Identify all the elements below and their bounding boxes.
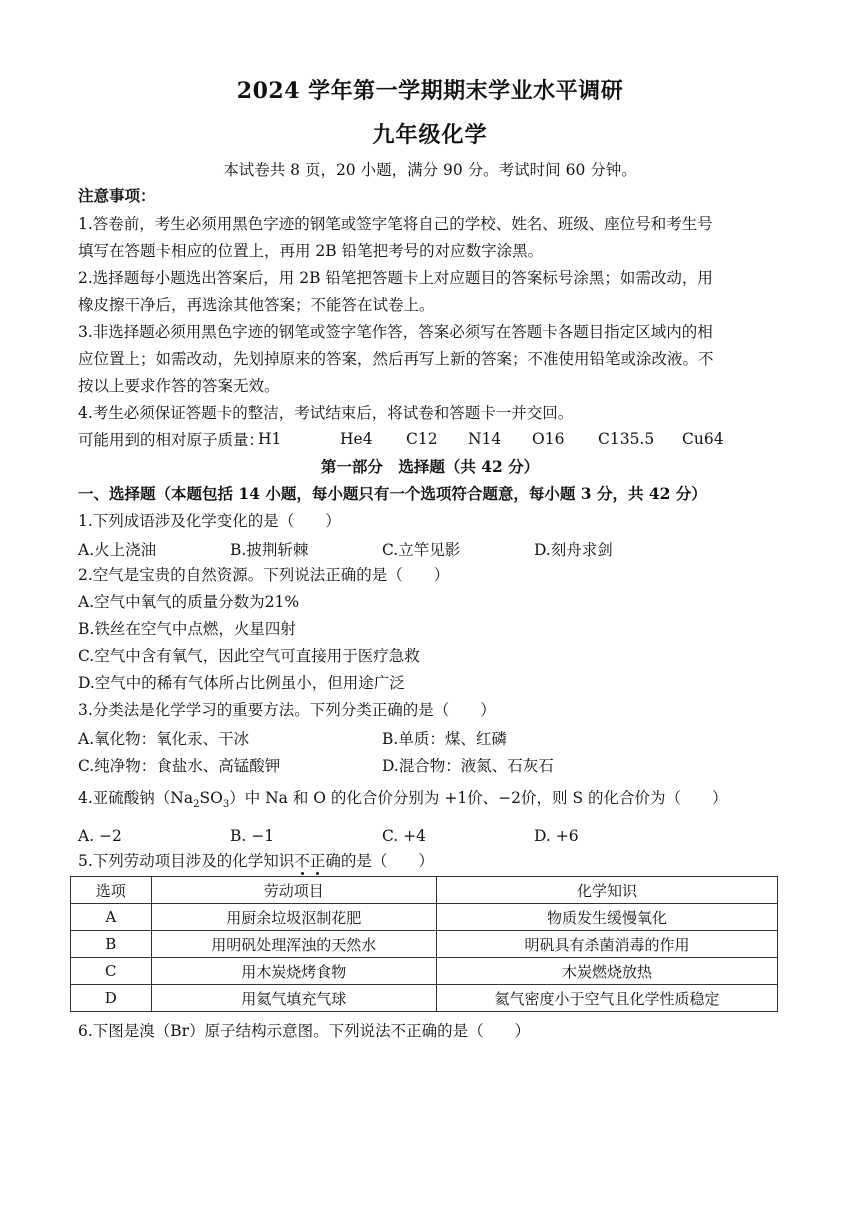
q5-stem-start: 5.下列劳动项目涉及的化学知识 <box>78 852 295 870</box>
note-2-line-2: 橡皮擦干净后，再选涂其他答案；不能答在试卷上。 <box>78 296 435 314</box>
table-header-labor: 劳动项目 <box>151 877 436 904</box>
q2-option-b: B.铁丝在空气中点燃，火星四射 <box>78 620 296 638</box>
q1-option-c: C.立竿见影 <box>382 541 461 559</box>
atomic-masses-line <box>78 430 264 450</box>
q2-option-d: D.空气中的稀有气体所占比例虽小，但用途广泛 <box>78 674 405 692</box>
table-cell: 明矾具有杀菌消毒的作用 <box>436 931 777 958</box>
note-3-line-1: 3.非选择题必须用黑色字迹的钢笔或签字笔作答，答案必须写在答题卡各题目指定区域内的相 <box>78 323 713 341</box>
table-cell: 用明矾处理浑浊的天然水 <box>151 931 436 958</box>
table-header-row <box>71 877 778 904</box>
table-cell: A <box>71 904 152 931</box>
part1-heading: 第一部分 选择题（共 42 分） <box>320 457 540 476</box>
q3-option-d: D.混合物：液氮、石灰石 <box>382 757 554 775</box>
note-3-line-2: 应位置上；如需改动，先划掉原来的答案，然后再写上新的答案；不准使用铅笔或涂改液。不 <box>78 350 714 368</box>
atomic-mass-cu: Cu64 <box>682 430 724 448</box>
note-1-line-2: 填写在答题卡相应的位置上，再用 2B 铅笔把考号的对应数字涂黑。 <box>78 242 544 260</box>
note-2-line-1: 2.选择题每小题选出答案后，用 2B 铅笔把答题卡上对应题目的答案标号涂黑；如需改动，用 <box>78 269 713 287</box>
table-cell: 用厨余垃圾沤制花肥 <box>151 904 436 931</box>
q4-option-d: D. +6 <box>534 827 579 845</box>
q3-option-c: C.纯净物：食盐水、高锰酸钾 <box>78 757 281 775</box>
table-row <box>71 931 778 958</box>
section1-heading: 一、选择题（本题包括 14 小题，每小题只有一个选项符合题意，每小题 3 分，共 42 分） <box>78 484 707 503</box>
table-row <box>71 958 778 985</box>
exam-subtitle: 九年级化学 <box>372 122 488 148</box>
atomic-mass-o: O16 <box>532 430 565 448</box>
note-4: 4.考生必须保证答题卡的整洁，考试结束后，将试卷和答题卡一并交回。 <box>78 404 574 422</box>
table-cell: 氦气密度小于空气且化学性质稳定 <box>436 985 777 1012</box>
table-cell: 用氦气填充气球 <box>151 985 436 1012</box>
exam-info: 本试卷共 8 页，20 小题，满分 90 分。考试时间 60 分钟。 <box>223 161 637 179</box>
note-3-line-3: 按以上要求作答的答案无效。 <box>78 377 280 395</box>
formula-na: Na <box>170 789 194 807</box>
q5-emphasis-zheng: 正 <box>309 852 326 870</box>
formula-sub-3: 3 <box>222 799 230 811</box>
atomic-mass-h: H1 <box>258 430 282 448</box>
q2-option-c: C.空气中含有氧气，因此空气可直接用于医疗急救 <box>78 647 420 665</box>
q1-option-a: A.火上浇油 <box>78 541 157 559</box>
table-cell: 用木炭烧烤食物 <box>151 958 436 985</box>
table-cell: 物质发生缓慢氧化 <box>436 904 777 931</box>
q1-option-b: B.披荆斩棘 <box>230 541 309 559</box>
q4-option-c: C. +4 <box>382 827 427 845</box>
table-row <box>71 904 778 931</box>
formula-sub-2: 2 <box>193 799 200 811</box>
table-cell: B <box>71 931 152 958</box>
q4-stem-end: ）中 Na 和 O 的化合价分别为 +1价、−2价，则 S 的化合价为（ ） <box>229 789 728 807</box>
atomic-mass-he: He4 <box>340 430 373 448</box>
q2-option-a: A.空气中氧气的质量分数为21% <box>78 593 300 611</box>
note-1-line-1: 1.答卷前，考生必须用黑色字迹的钢笔或签字笔将自己的学校、姓名、班级、座位号和考生号 <box>78 215 713 233</box>
q1-option-d: D.刻舟求剑 <box>534 541 613 559</box>
q5-table <box>70 876 778 1012</box>
q1-stem: 1.下列成语涉及化学变化的是（ ） <box>78 512 341 530</box>
table-cell: C <box>71 958 152 985</box>
q3-stem: 3.分类法是化学学习的重要方法。下列分类正确的是（ ） <box>78 701 496 719</box>
q6-stem: 6.下图是溴（Br）原子结构示意图。下列说法不正确的是（ ） <box>78 1022 531 1040</box>
q3-option-b: B.单质：煤、红磷 <box>382 730 507 748</box>
notes-heading: 注意事项： <box>78 186 156 205</box>
table-cell: D <box>71 985 152 1012</box>
formula-so: SO <box>199 789 223 807</box>
q5-stem-end: 确的是（ ） <box>325 852 434 870</box>
q4-formula <box>170 789 230 811</box>
atomic-masses-label: 可能用到的相对原子质量： <box>78 431 265 449</box>
q3-option-a: A.氧化物：氧化汞、干冰 <box>78 730 250 748</box>
table-header-option: 选项 <box>71 877 152 904</box>
atomic-mass-cl: C135.5 <box>598 430 655 448</box>
q2-stem: 2.空气是宝贵的自然资源。下列说法正确的是（ ） <box>78 566 450 584</box>
q4-option-a: A. −2 <box>78 827 122 845</box>
atomic-mass-n: N14 <box>468 430 502 448</box>
table-row <box>71 985 778 1012</box>
q4-stem-start: 4.亚硫酸钠（ <box>78 789 171 807</box>
q5-stem <box>78 851 434 871</box>
table-cell: 木炭燃烧放热 <box>436 958 777 985</box>
exam-title: 2024 学年第一学期期末学业水平调研 <box>236 78 624 104</box>
q4-option-b: B. −1 <box>230 827 275 845</box>
table-header-knowledge: 化学知识 <box>436 877 777 904</box>
q5-emphasis-bu: 不 <box>294 852 310 870</box>
atomic-mass-c: C12 <box>406 430 438 448</box>
q4-stem <box>78 788 728 815</box>
